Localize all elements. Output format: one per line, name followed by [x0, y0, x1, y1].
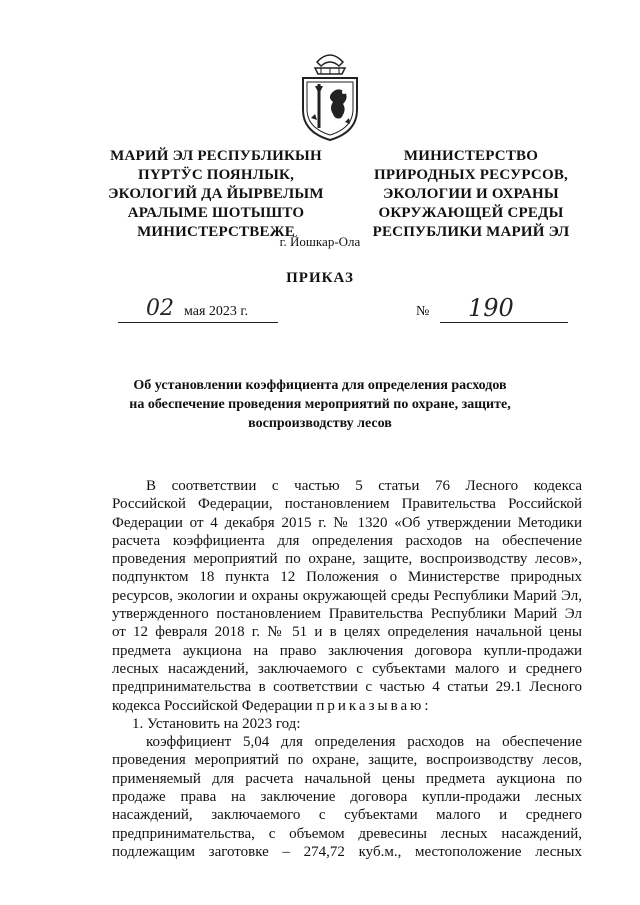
body-line-text: кодекса Российской Федерации	[112, 697, 317, 714]
body-line: В соответствии с частью 5 статьи 76 Лесного кодекса	[146, 478, 582, 494]
header-russian-ministry-name	[355, 147, 587, 242]
body-line	[112, 697, 582, 715]
order-word: приказываю:	[316, 697, 432, 714]
document-type: ПРИКАЗ	[286, 270, 354, 286]
header-right-line: РЕСПУБЛИКИ МАРИЙ ЭЛ	[372, 224, 570, 240]
handwritten-number: 190	[468, 294, 514, 322]
header-left-line: МАРИЙ ЭЛ РЕСПУБЛИКЫН	[110, 148, 322, 164]
order-number	[440, 294, 568, 323]
body-line: Российской Федерации, постановлением Правительства Российской	[112, 496, 582, 513]
header-left-line: АРАЛЫМЕ ШОТЫШТО	[127, 205, 305, 221]
body-line: предмета аукциона на право заключения договора купли-продажи	[112, 642, 582, 659]
body-line: расчета коэффициента для определения расходов на обеспечение	[112, 532, 582, 549]
title-line: воспроизводству лесов	[248, 416, 392, 431]
header-right-line: ЭКОЛОГИИ И ОХРАНЫ	[383, 186, 559, 202]
body-line: проведения мероприятий по охране, защите, воспроизводству лесов»,	[112, 551, 582, 568]
body-line: применяемый для расчета начальной цены предмета аукциона по	[112, 770, 582, 787]
title-line: на обеспечение проведения мероприятий по охране, защите,	[129, 397, 511, 412]
body-line: подлежащим заготовке – 274,72 куб.м., местоположение лесных	[112, 843, 582, 860]
body-line: предпринимательства в соответствии с частью 4 статьи 29.1 Лесного	[112, 679, 582, 696]
header-right-line: ОКРУЖАЮЩЕЙ СРЕДЫ	[378, 205, 564, 221]
order-title	[110, 376, 530, 433]
number-sign: №	[416, 304, 430, 319]
header-left-line: МИНИСТЕРСТВЕЖЕ	[137, 224, 295, 240]
title-line: Об установлении коэффициента для определения расходов	[133, 378, 507, 393]
city-name: г. Йошкар-Ола	[279, 234, 361, 249]
body-line: Федерации от 4 декабря 2015 г. № 1320 «Об утверждении Методики	[112, 514, 582, 531]
header-right-line: ПРИРОДНЫХ РЕСУРСОВ,	[373, 167, 568, 183]
header-marij-el-ministry-name	[100, 147, 332, 242]
body-line: коэффициент 5,04 для определения расходов на обеспечение	[146, 734, 582, 751]
body-line: лесных насаждений, заключаемого с субъектами малого и среднего	[112, 660, 582, 677]
order-date	[118, 296, 278, 323]
body-line: насаждений, заключаемого с субъектами малого и среднего	[112, 807, 582, 824]
order-body-text	[112, 477, 582, 861]
header-left-line: ПҮРТӰС ПОЯНЛЫК,	[137, 167, 295, 183]
date-month-year: мая 2023 г.	[184, 304, 249, 319]
body-line: предпринимательства, с объемом древесины лесных насаждений,	[112, 825, 582, 842]
numbered-item: 1. Установить на 2023 год:	[132, 715, 301, 732]
handwritten-day: 02	[146, 296, 174, 321]
body-line: утвержденного постановлением Правительства Республики Марий Эл	[112, 606, 582, 623]
body-line: проведения мероприятий по охране, защите, воспроизводству лесов,	[112, 752, 582, 769]
header-left-line: ЭКОЛОГИЙ ДА ЙЫРВЕЛЫМ	[108, 186, 324, 202]
body-line: подпунктом 18 пункта 12 Положения о Министерстве природных	[112, 569, 582, 586]
republic-coat-of-arms-icon	[295, 48, 365, 144]
body-line: от 12 февраля 2018 г. № 51 и в целях определения начальной цены	[112, 624, 582, 641]
body-line: продаже права на заключение договора купли-продажи лесных	[112, 789, 582, 806]
header-right-line: МИНИСТЕРСТВО	[403, 148, 539, 164]
body-line: ресурсов, экологии и охраны окружающей среды Республики Марий Эл,	[112, 587, 582, 604]
